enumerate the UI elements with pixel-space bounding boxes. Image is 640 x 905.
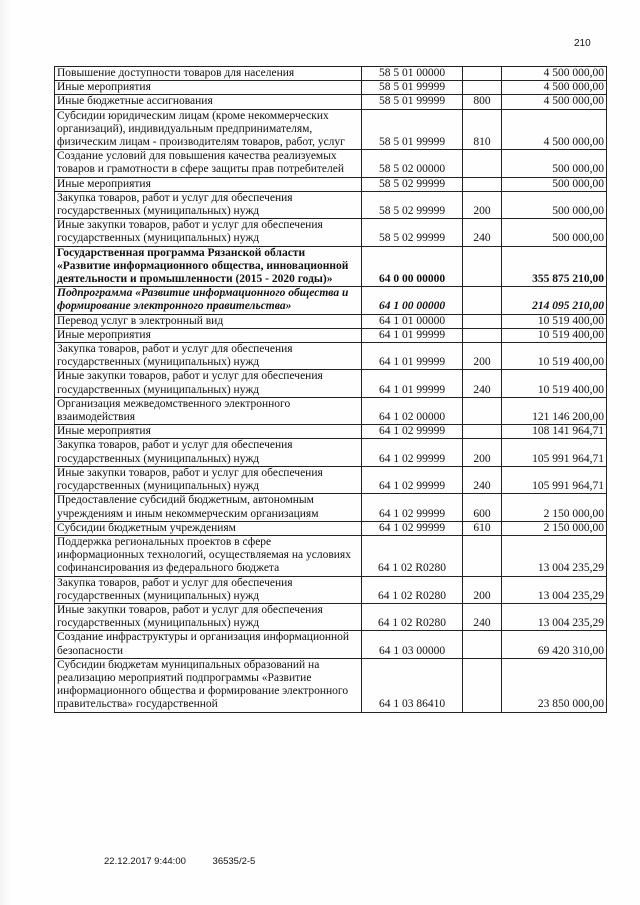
row-expense-type <box>463 535 502 576</box>
row-name: Субсидии бюджетам муниципальных образований на реализацию мероприятий подпрограммы «Развитие информационного общества и формирование электронного правительства» государственной <box>55 658 362 712</box>
row-sum: 2 150 000,00 <box>502 494 607 521</box>
table-row <box>55 287 607 314</box>
row-code: 64 1 00 00000 <box>362 287 463 314</box>
row-expense-type: 240 <box>463 466 502 493</box>
row-code: 58 5 02 99999 <box>362 219 463 246</box>
row-name: Субсидии бюджетным учреждениям <box>55 521 362 535</box>
row-sum: 4 500 000,00 <box>502 67 607 81</box>
row-sum: 10 519 400,00 <box>502 370 607 397</box>
row-sum: 4 500 000,00 <box>502 81 607 95</box>
row-name: Предоставление субсидий бюджетным, автономным учреждениям и иным некоммерческим организациям <box>55 494 362 521</box>
row-code: 58 5 01 99999 <box>362 109 463 150</box>
row-sum: 500 000,00 <box>502 177 607 191</box>
row-name: Иные закупки товаров, работ и услуг для обеспечения государственных (муниципальных) нужд <box>55 219 362 246</box>
row-code: 64 1 02 99999 <box>362 494 463 521</box>
table-row <box>55 150 607 177</box>
row-sum: 23 850 000,00 <box>502 658 607 712</box>
table-row <box>55 219 607 246</box>
row-expense-type: 800 <box>463 95 502 109</box>
row-name: Закупка товаров, работ и услуг для обеспечения государственных (муниципальных) нужд <box>55 439 362 466</box>
row-name: Иные мероприятия <box>55 328 362 342</box>
row-expense-type: 200 <box>463 576 502 603</box>
footer-timestamp: 22.12.2017 9:44:00 <box>104 856 186 867</box>
row-code: 64 1 02 99999 <box>362 521 463 535</box>
row-code: 64 1 03 00000 <box>362 631 463 658</box>
table-row <box>55 521 607 535</box>
row-sum: 108 141 964,71 <box>502 425 607 439</box>
row-name: Создание инфраструктуры и организация информационной безопасности <box>55 631 362 658</box>
row-code: 64 1 01 99999 <box>362 370 463 397</box>
row-code: 64 1 02 99999 <box>362 439 463 466</box>
row-sum: 500 000,00 <box>502 191 607 218</box>
row-name: Создание условий для повышения качества реализуемых товаров и грамотности в сфере защиты прав потребителей <box>55 150 362 177</box>
row-sum: 69 420 310,00 <box>502 631 607 658</box>
row-sum: 500 000,00 <box>502 219 607 246</box>
row-code: 64 1 03 86410 <box>362 658 463 712</box>
row-code: 64 1 02 99999 <box>362 466 463 493</box>
row-sum: 500 000,00 <box>502 150 607 177</box>
row-expense-type <box>463 150 502 177</box>
row-sum: 10 519 400,00 <box>502 343 607 370</box>
row-expense-type <box>463 328 502 342</box>
row-sum: 355 875 210,00 <box>502 246 607 287</box>
row-sum: 10 519 400,00 <box>502 314 607 328</box>
table-row <box>55 328 607 342</box>
page-number: 210 <box>574 38 591 49</box>
row-expense-type: 240 <box>463 219 502 246</box>
row-code: 58 5 01 00000 <box>362 67 463 81</box>
row-expense-type <box>463 397 502 424</box>
row-expense-type <box>463 81 502 95</box>
row-expense-type <box>463 425 502 439</box>
table-row <box>55 191 607 218</box>
table-row <box>55 177 607 191</box>
budget-table <box>54 66 607 713</box>
row-name: Закупка товаров, работ и услуг для обеспечения государственных (муниципальных) нужд <box>55 343 362 370</box>
row-sum: 10 519 400,00 <box>502 328 607 342</box>
row-name: Иные закупки товаров, работ и услуг для обеспечения государственных (муниципальных) нужд <box>55 370 362 397</box>
row-name: Закупка товаров, работ и услуг для обеспечения государственных (муниципальных) нужд <box>55 191 362 218</box>
table-row <box>55 246 607 287</box>
row-code: 64 0 00 00000 <box>362 246 463 287</box>
row-name: Повышение доступности товаров для населения <box>55 67 362 81</box>
row-code: 64 1 01 99999 <box>362 343 463 370</box>
row-expense-type: 200 <box>463 191 502 218</box>
table-row <box>55 631 607 658</box>
row-expense-type <box>463 287 502 314</box>
table-row <box>55 67 607 81</box>
row-expense-type <box>463 658 502 712</box>
row-name: Иные мероприятия <box>55 177 362 191</box>
table-row <box>55 576 607 603</box>
row-expense-type: 610 <box>463 521 502 535</box>
table-row <box>55 397 607 424</box>
row-expense-type <box>463 177 502 191</box>
row-code: 64 1 02 R0280 <box>362 535 463 576</box>
row-code: 64 1 02 R0280 <box>362 576 463 603</box>
row-name: Иные бюджетные ассигнования <box>55 95 362 109</box>
row-code: 64 1 01 99999 <box>362 328 463 342</box>
row-expense-type: 240 <box>463 370 502 397</box>
page-footer <box>104 856 279 867</box>
row-name: Иные закупки товаров, работ и услуг для обеспечения государственных (муниципальных) нужд <box>55 603 362 630</box>
row-sum: 105 991 964,71 <box>502 439 607 466</box>
row-expense-type <box>463 67 502 81</box>
row-name: Поддержка региональных проектов в сфере информационных технологий, осуществляемая на условиях софинансирования из федерального бюджета <box>55 535 362 576</box>
scan-edge <box>0 0 12 905</box>
row-sum: 2 150 000,00 <box>502 521 607 535</box>
row-code: 64 1 02 00000 <box>362 397 463 424</box>
row-code: 58 5 02 00000 <box>362 150 463 177</box>
table-row <box>55 343 607 370</box>
row-sum: 13 004 235,29 <box>502 603 607 630</box>
budget-table-body <box>55 67 607 713</box>
row-name: Государственная программа Рязанской области «Развитие информационного общества, инновационной деятельности и промышленности (2015 - 2020 годы)» <box>55 246 362 287</box>
table-row <box>55 535 607 576</box>
row-code: 58 5 02 99999 <box>362 191 463 218</box>
row-code: 58 5 01 99999 <box>362 81 463 95</box>
row-sum: 4 500 000,00 <box>502 95 607 109</box>
table-row <box>55 95 607 109</box>
table-row <box>55 370 607 397</box>
row-name: Иные мероприятия <box>55 81 362 95</box>
row-sum: 214 095 210,00 <box>502 287 607 314</box>
table-row <box>55 81 607 95</box>
row-name: Иные закупки товаров, работ и услуг для обеспечения государственных (муниципальных) нужд <box>55 466 362 493</box>
row-name: Закупка товаров, работ и услуг для обеспечения государственных (муниципальных) нужд <box>55 576 362 603</box>
row-sum: 13 004 235,29 <box>502 576 607 603</box>
row-name: Субсидии юридическим лицам (кроме некоммерческих организаций), индивидуальным предпринимателям, физическим лицам - производителям товаров, работ, услуг <box>55 109 362 150</box>
row-sum: 121 146 200,00 <box>502 397 607 424</box>
table-row <box>55 603 607 630</box>
row-code: 64 1 01 00000 <box>362 314 463 328</box>
table-row <box>55 658 607 712</box>
table-row <box>55 439 607 466</box>
row-name: Подпрограмма «Развитие информационного общества и формирование электронного правительства» <box>55 287 362 314</box>
row-name: Перевод услуг в электронный вид <box>55 314 362 328</box>
row-expense-type: 200 <box>463 439 502 466</box>
row-code: 64 1 02 99999 <box>362 425 463 439</box>
row-expense-type <box>463 631 502 658</box>
footer-doc-id: 36535/2-5 <box>212 856 256 867</box>
table-row <box>55 466 607 493</box>
row-expense-type <box>463 314 502 328</box>
table-row <box>55 314 607 328</box>
row-code: 58 5 01 99999 <box>362 95 463 109</box>
row-expense-type <box>463 246 502 287</box>
row-name: Организация межведомственного электронного взаимодействия <box>55 397 362 424</box>
row-sum: 105 991 964,71 <box>502 466 607 493</box>
row-name: Иные мероприятия <box>55 425 362 439</box>
table-row <box>55 494 607 521</box>
row-expense-type: 240 <box>463 603 502 630</box>
row-expense-type: 200 <box>463 343 502 370</box>
row-code: 58 5 02 99999 <box>362 177 463 191</box>
row-sum: 13 004 235,29 <box>502 535 607 576</box>
table-row <box>55 109 607 150</box>
row-code: 64 1 02 R0280 <box>362 603 463 630</box>
row-expense-type: 810 <box>463 109 502 150</box>
row-expense-type: 600 <box>463 494 502 521</box>
row-sum: 4 500 000,00 <box>502 109 607 150</box>
table-row <box>55 425 607 439</box>
